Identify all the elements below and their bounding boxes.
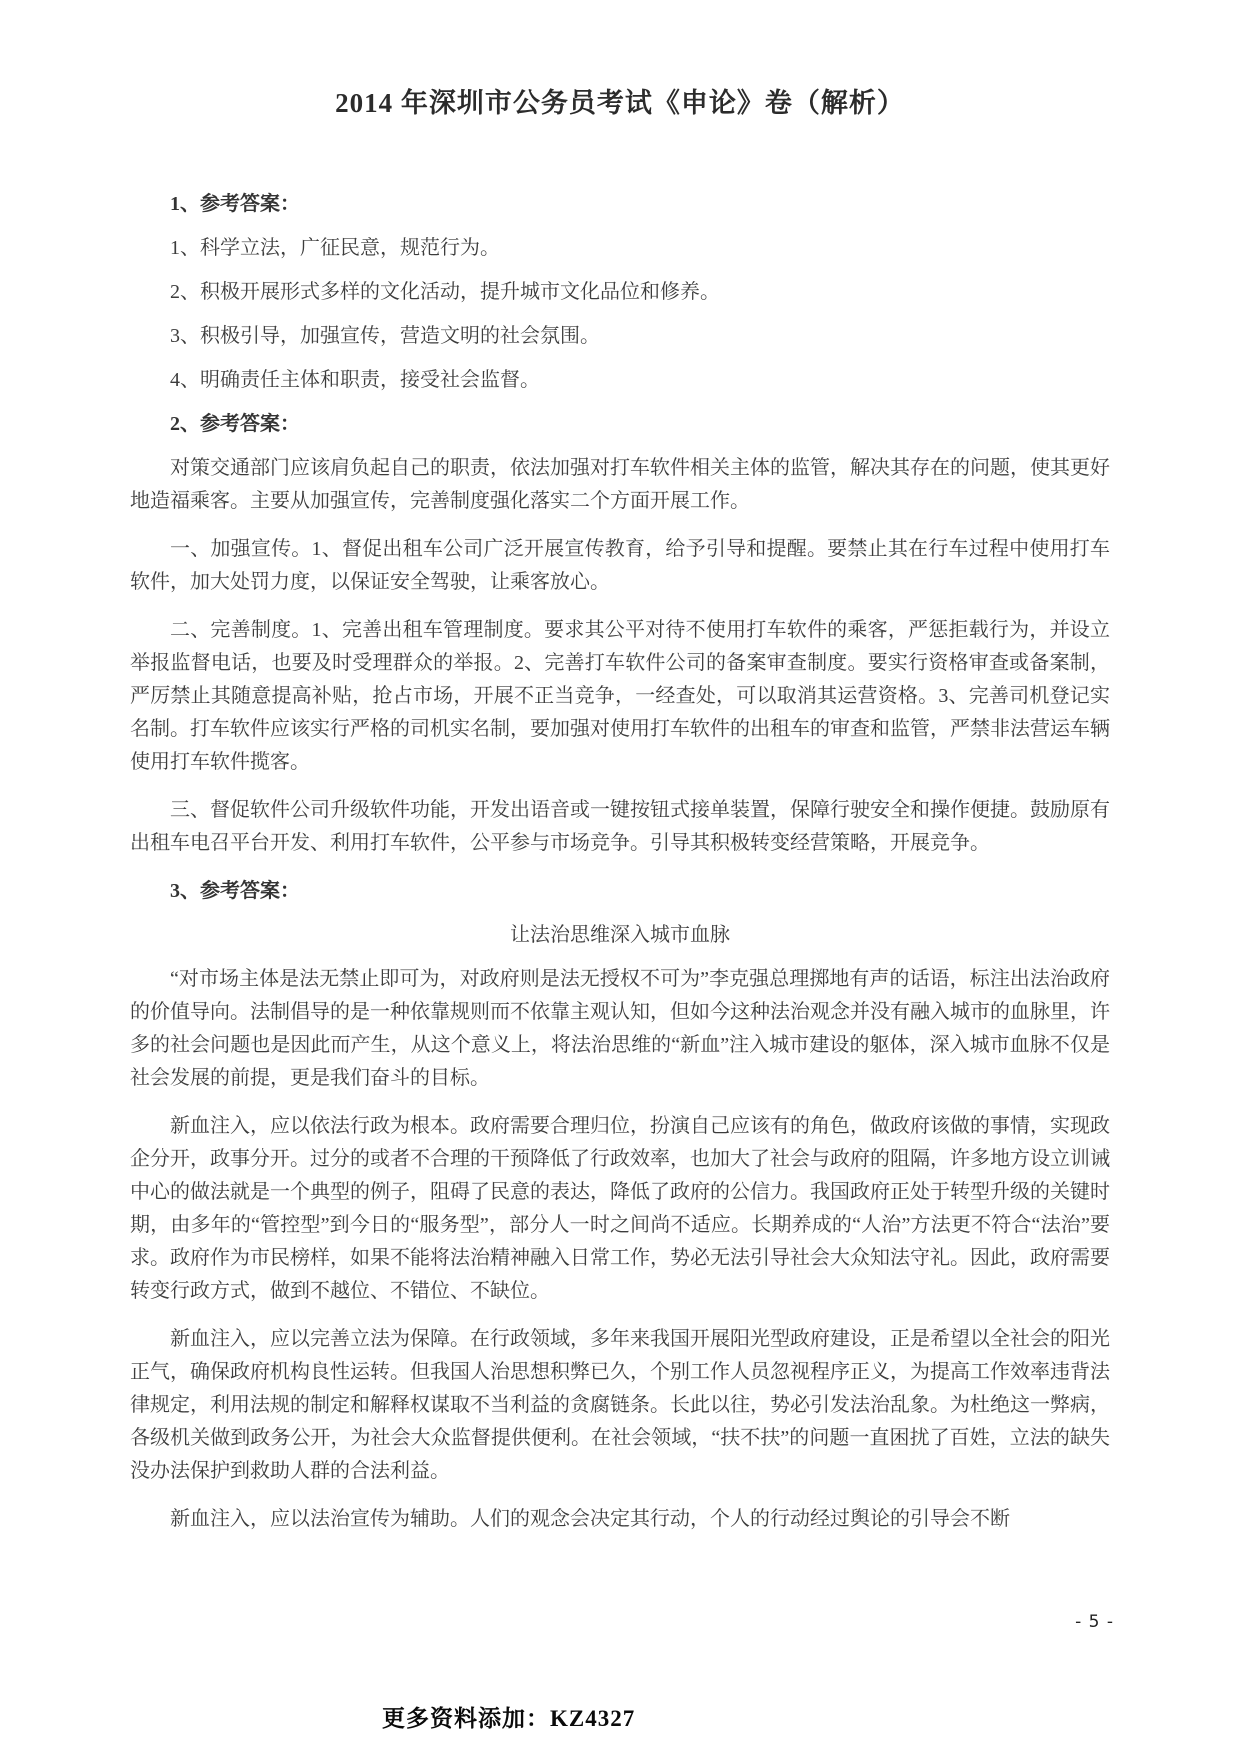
section-1-heading: 1、参考答案： (170, 193, 300, 215)
paragraph: 新血注入，应以完善立法为保障。在行政领域，多年来我国开展阳光型政府建设，正是希望以全社会的阳光正气，确保政府机构良性运转。但我国人治思想积弊已久，个别工作人员忽视程序正义，为提高工作效率违背法律规定，利用法规的制定和解释权谋取不当利益的贪腐链条。长此以往，势必引发法治乱象。为杜绝这一弊病，各级机关做到政务公开，为社会大众监督提供便利。在社会领域，“扶不扶”的问题一直困扰了百姓，立法的缺失没办法保护到救助人群的合法利益。 (130, 1328, 1110, 1482)
essay-title: 让法治思维深入城市血脉 (510, 924, 730, 946)
answer-item: 3、积极引导，加强宣传，营造文明的社会氛围。 (170, 325, 600, 347)
paragraph: 一、加强宣传。1、督促出租车公司广泛开展宣传教育，给予引导和提醒。要禁止其在行车过程中使用打车软件，加大处罚力度，以保证安全驾驶，让乘客放心。 (130, 538, 1110, 593)
section-2-heading: 2、参考答案： (170, 413, 300, 435)
paragraph: 三、督促软件公司升级软件功能，开发出语音或一键按钮式接单装置，保障行驶安全和操作便捷。鼓励原有出租车电召平台开发、利用打车软件，公平参与市场竞争。引导其积极转变经营策略，开展竞争。 (130, 799, 1110, 854)
paragraph: 新血注入，应以法治宣传为辅助。人们的观念会决定其行动，个人的行动经过舆论的引导会不断 (170, 1508, 1010, 1530)
paragraph: 新血注入，应以依法行政为根本。政府需要合理归位，扮演自己应该有的角色，做政府该做的事情，实现政企分开，政事分开。过分的或者不合理的干预降低了行政效率，也加大了社会与政府的阻隔，许多地方设立训诫中心的做法就是一个典型的例子，阻碍了民意的表达，降低了政府的公信力。我国政府正处于转型升级的关键时期，由多年的“管控型”到今日的“服务型”，部分人一时之间尚不适应。长期养成的“人治”方法更不符合“法治”要求。政府作为市民榜样，如果不能将法治精神融入日常工作，势必无法引导社会大众知法守礼。因此，政府需要转变行政方式，做到不越位、不错位、不缺位。 (130, 1115, 1110, 1302)
answer-item: 1、科学立法，广征民意，规范行为。 (170, 237, 500, 259)
page-number: - 5 - (1075, 1612, 1114, 1632)
paragraph: 对策交通部门应该肩负起自己的职责，依法加强对打车软件相关主体的监管，解决其存在的问题，使其更好地造福乘客。主要从加强宣传，完善制度强化落实二个方面开展工作。 (130, 457, 1110, 512)
document-title: 2014 年深圳市公务员考试《申论》卷（解析） (335, 88, 905, 118)
answer-item: 2、积极开展形式多样的文化活动，提升城市文化品位和修养。 (170, 281, 720, 303)
paragraph: 二、完善制度。1、完善出租车管理制度。要求其公平对待不使用打车软件的乘客，严惩拒载行为，并设立举报监督电话，也要及时受理群众的举报。2、完善打车软件公司的备案审查制度。要实行资格审查或备案制，严厉禁止其随意提高补贴，抢占市场，开展不正当竞争，一经查处，可以取消其运营资格。3、完善司机登记实名制。打车软件应该实行严格的司机实名制，要加强对使用打车软件的出租车的审查和监管，严禁非法营运车辆使用打车软件揽客。 (130, 619, 1110, 773)
answer-item: 4、明确责任主体和职责，接受社会监督。 (170, 369, 540, 391)
document-body (130, 188, 1110, 1536)
paragraph: “对市场主体是法无禁止即可为，对政府则是法无授权不可为”李克强总理掷地有声的话语，标注出法治政府的价值导向。法制倡导的是一种依靠规则而不依靠主观认知，但如今这种法治观念并没有融入城市的血脉里，许多的社会问题也是因此而产生，从这个意义上，将法治思维的“新血”注入城市建设的躯体，深入城市血脉不仅是社会发展的前提，更是我们奋斗的目标。 (130, 968, 1110, 1089)
footer-note: 更多资料添加：KZ4327 (382, 1706, 636, 1731)
section-3-heading: 3、参考答案： (170, 880, 300, 902)
